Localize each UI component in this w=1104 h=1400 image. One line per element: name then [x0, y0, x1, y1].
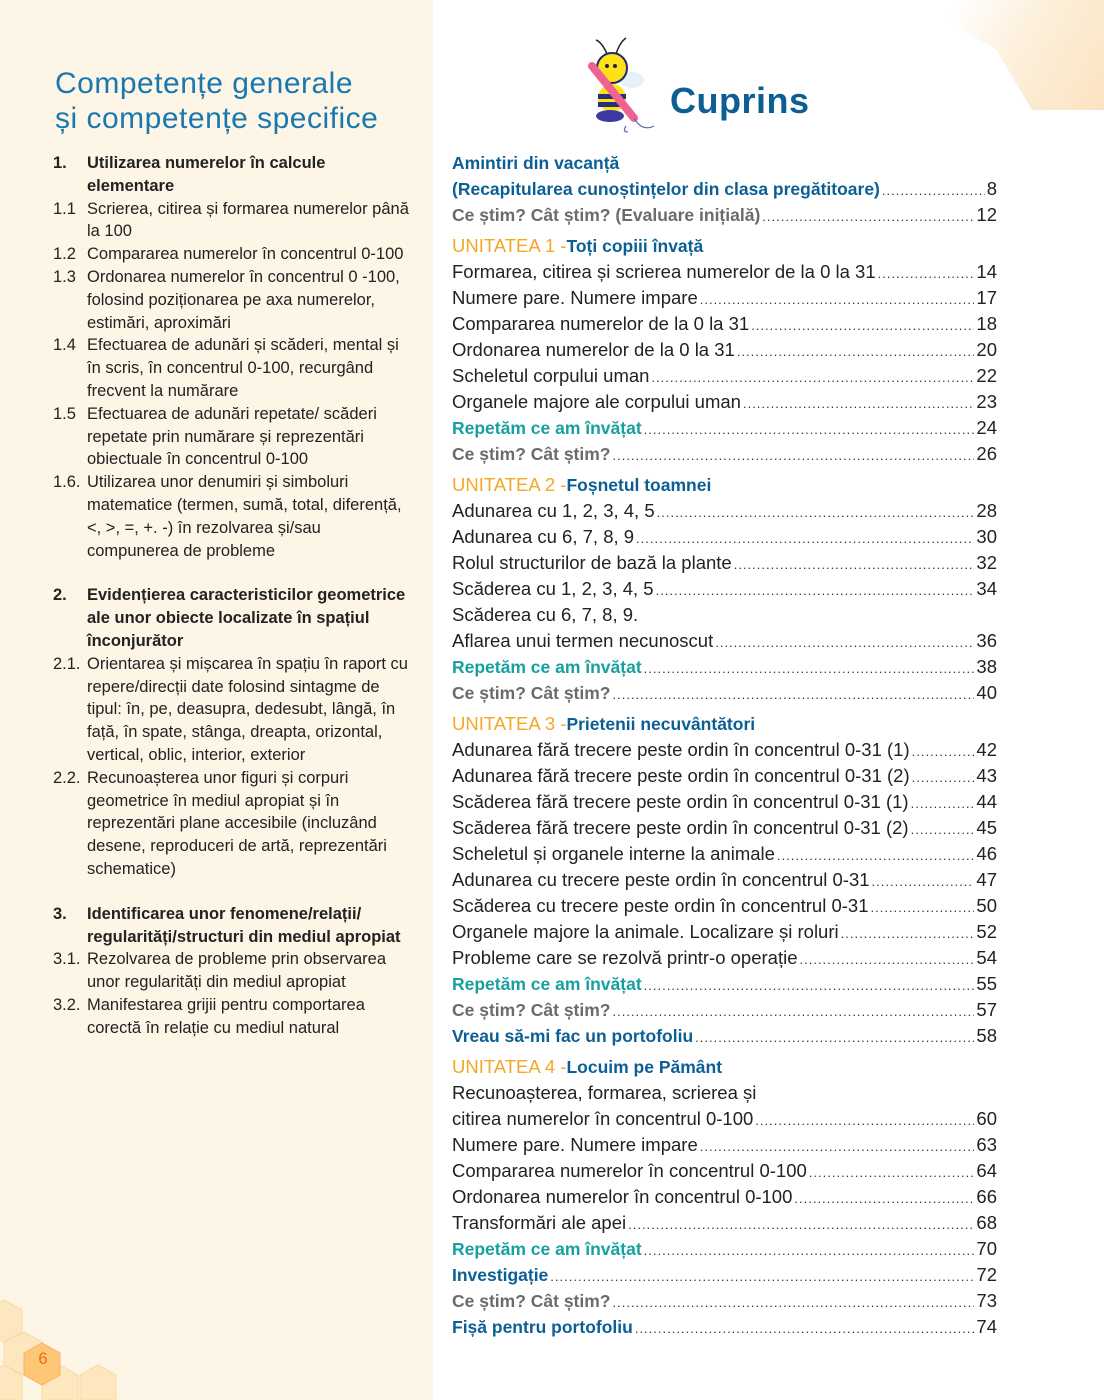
page-number: 6 — [38, 1349, 48, 1368]
toc-entry[interactable] — [452, 176, 997, 202]
toc-entry[interactable] — [452, 815, 997, 841]
toc-entry[interactable] — [452, 680, 997, 706]
toc-page-number: 18 — [976, 313, 997, 334]
toc-entry[interactable] — [452, 867, 997, 893]
toc-page-number: 66 — [976, 1186, 997, 1207]
dot-leader — [613, 1290, 975, 1316]
toc-entry[interactable] — [452, 202, 997, 228]
dot-leader — [841, 921, 975, 947]
honeycomb-decoration-top — [864, 0, 1104, 110]
toc-entry[interactable] — [452, 524, 997, 550]
honeycomb-decoration — [0, 1270, 118, 1400]
toc-entry[interactable] — [452, 893, 997, 919]
toc-entry[interactable] — [452, 1106, 997, 1132]
toc-entry-title: Adunarea cu 1, 2, 3, 4, 5 — [452, 500, 655, 521]
toc-page-number: 45 — [976, 817, 997, 838]
toc-entry-title: Ordonarea numerelor de la 0 la 31 — [452, 339, 735, 360]
toc-entry[interactable] — [452, 311, 997, 337]
toc-entry-title: Scăderea fără trecere peste ordin în concentrul 0-31 (2) — [452, 817, 909, 838]
toc-entry-title: Scheletul și organele interne la animale — [452, 843, 775, 864]
dot-leader — [613, 443, 975, 469]
dot-leader — [809, 1160, 975, 1186]
toc-entry-title: (Recapitularea cunoștințelor din clasa pregătitoare) — [452, 179, 880, 199]
toc-entry-title: Aflarea unui termen necunoscut — [452, 630, 714, 651]
toc-entry-title: Scăderea cu 6, 7, 8, 9. — [452, 604, 639, 625]
dot-leader — [912, 739, 975, 765]
toc-page-number: 43 — [976, 765, 997, 786]
dot-leader — [644, 417, 975, 443]
toc-page-number: 26 — [976, 443, 997, 464]
competence-text: Recunoașterea unor figuri și corpuri geometrice în mediul apropiat și în reprezentări plane accesibile (incluzând desene, reproduceri de artă, reprezentări schematice) — [87, 768, 387, 878]
toc-page-number: 32 — [976, 552, 997, 573]
toc-entry[interactable] — [452, 654, 997, 680]
toc-entry[interactable] — [452, 259, 997, 285]
competence-number: 2.2. — [53, 768, 81, 787]
toc-entry[interactable] — [452, 763, 997, 789]
toc-entry-title: Adunarea fără trecere peste ordin în concentrul 0-31 (2) — [452, 765, 910, 786]
toc-entry[interactable] — [452, 1210, 997, 1236]
toc-page-number: 23 — [976, 391, 997, 412]
competence-number: 1.3 — [53, 267, 76, 286]
toc-page-number: 17 — [976, 287, 997, 308]
toc-page-number: 24 — [976, 417, 997, 438]
toc-page-number: 57 — [976, 999, 997, 1020]
competence-group — [53, 152, 413, 198]
toc-page-number: 74 — [976, 1316, 997, 1337]
toc-entry[interactable] — [452, 1080, 997, 1106]
title-line: și competențe specifice — [55, 102, 379, 135]
competence-item — [53, 334, 413, 402]
dot-leader — [751, 313, 974, 339]
toc-page-number: 44 — [976, 791, 997, 812]
toc-entry[interactable] — [452, 997, 997, 1023]
toc-entry-title: Scăderea cu trecere peste ordin în concentrul 0-31 — [452, 895, 869, 916]
toc-entry[interactable] — [452, 1314, 997, 1340]
competence-item — [53, 948, 413, 994]
toc-entry-title: Transformări ale apei — [452, 1212, 627, 1233]
unit-label: UNITATEA 1 - — [452, 235, 567, 256]
toc-entry-title: Compararea numerelor în concentrul 0-100 — [452, 1160, 807, 1181]
competence-item — [53, 403, 413, 471]
toc-page-number: 70 — [976, 1238, 997, 1259]
dot-leader — [550, 1264, 974, 1290]
toc-page-number: 8 — [986, 178, 997, 199]
toc-page-number: 42 — [976, 739, 997, 760]
dot-leader — [644, 656, 975, 682]
competence-text: Manifestarea grijii pentru comportarea corectă în relație cu mediul natural — [87, 995, 365, 1037]
unit-name: Toți copiii învață — [566, 236, 704, 256]
toc-entry-title: Numere pare. Numere impare — [452, 1134, 698, 1155]
toc-page-number: 12 — [976, 204, 997, 225]
dot-leader — [644, 973, 975, 999]
toc-entry[interactable] — [452, 971, 997, 997]
toc-entry-title: Ce știm? Cât știm? — [452, 1000, 611, 1020]
competence-item — [53, 767, 413, 881]
competence-number: 1.6. — [53, 473, 81, 492]
toc-entry-title: Recunoașterea, formarea, scrierea și — [452, 1082, 757, 1103]
dot-leader — [644, 1238, 975, 1264]
toc-entry-title: Amintiri din vacanță — [452, 153, 620, 173]
dot-leader — [700, 1134, 975, 1160]
unit-name: Prietenii necuvântători — [566, 714, 756, 734]
competence-text: Scrierea, citirea și formarea numerelor până la 100 — [87, 199, 409, 241]
dot-leader — [911, 817, 975, 843]
dot-leader — [636, 526, 974, 552]
toc-entry-title: Ce știm? Cât știm? — [452, 1291, 611, 1311]
dot-leader — [734, 552, 975, 578]
toc-page-number: 34 — [976, 578, 997, 599]
toc-page-number: 55 — [976, 973, 997, 994]
competence-number: 3.2. — [53, 995, 81, 1014]
toc-entry-title: Adunarea cu trecere peste ordin în concentrul 0-31 — [452, 869, 870, 890]
unit-label: UNITATEA 3 - — [452, 713, 567, 734]
toc-entry[interactable] — [452, 285, 997, 311]
competence-text: Utilizarea unor denumiri și simboluri matematice (termen, sumă, total, diferență, <, >, =, +. -) în rezolvarea și/sau compunerea de probleme — [87, 473, 402, 560]
competence-text: Identificarea unor fenomene/relații/ regularități/structuri din mediul apropiat — [87, 904, 401, 946]
toc-entry-title: Organele majore la animale. Localizare și roluri — [452, 921, 839, 942]
toc-entry-title: Ce știm? Cât știm? (Evaluare inițială) — [452, 205, 761, 225]
toc-entry-title: Scăderea fără trecere peste ordin în concentrul 0-31 (1) — [452, 791, 909, 812]
competences-panel — [0, 0, 433, 1400]
toc-entry[interactable] — [452, 1023, 997, 1049]
toc-page-number: 20 — [976, 339, 997, 360]
dot-leader — [882, 178, 985, 204]
title-line: Competențe generale — [55, 67, 354, 100]
toc-page-number: 64 — [976, 1160, 997, 1181]
competences-list — [53, 152, 413, 1039]
dot-leader — [651, 365, 974, 391]
toc-entry[interactable] — [452, 945, 997, 971]
toc-page-number: 30 — [976, 526, 997, 547]
toc-entry-title: Scheletul corpului uman — [452, 365, 650, 386]
competence-item — [53, 653, 413, 767]
toc-page-number: 52 — [976, 921, 997, 942]
toc-entry[interactable] — [452, 1132, 997, 1158]
dot-leader — [657, 500, 975, 526]
dot-leader — [794, 1186, 974, 1212]
competence-text: Compararea numerelor în concentrul 0-100 — [87, 245, 404, 264]
toc-page-number: 72 — [976, 1264, 997, 1285]
toc-page-number: 28 — [976, 500, 997, 521]
competence-number: 1. — [53, 154, 67, 172]
competence-text: Ordonarea numerelor în concentrul 0 -100, folosind poziționarea pe axa numerelor, estimări, aproximări — [87, 267, 400, 332]
toc-page-number: 60 — [976, 1108, 997, 1129]
toc-entry-title: Repetăm ce am învățat — [452, 974, 642, 994]
competence-number: 1.1 — [53, 199, 76, 218]
competence-group — [53, 903, 413, 949]
toc-entry[interactable] — [452, 628, 997, 654]
dot-leader — [912, 765, 975, 791]
toc-page-number: 46 — [976, 843, 997, 864]
toc-entry[interactable] — [452, 389, 997, 415]
competence-group — [53, 584, 413, 652]
toc-page-number: 22 — [976, 365, 997, 386]
competence-text: Efectuarea de adunări și scăderi, mental și în scris, în concentrul 0-100, recurgând frecvent la numărare — [87, 336, 399, 400]
dot-leader — [871, 895, 975, 921]
competence-text: Efectuarea de adunări repetate/ scăderi repetate prin numărare și reprezentări obiectuale în concentrul 0-100 — [87, 404, 377, 469]
dot-leader — [755, 1108, 974, 1134]
competence-item — [53, 471, 413, 562]
dot-leader — [613, 999, 975, 1025]
toc-page-number: 54 — [976, 947, 997, 968]
toc-entry-title: Probleme care se rezolvă printr-o operație — [452, 947, 798, 968]
toc-page-number: 40 — [976, 682, 997, 703]
table-of-contents — [452, 150, 997, 1340]
dot-leader — [628, 1212, 974, 1238]
dot-leader — [762, 204, 974, 230]
dot-leader — [656, 578, 975, 604]
dot-leader — [777, 843, 975, 869]
spacer — [53, 562, 413, 584]
toc-entry[interactable] — [452, 1262, 997, 1288]
toc-entry-title: Numere pare. Numere impare — [452, 287, 698, 308]
toc-entry[interactable] — [452, 919, 997, 945]
competence-number: 3.1. — [53, 950, 81, 969]
toc-entry[interactable] — [452, 1158, 997, 1184]
competence-item — [53, 266, 413, 334]
toc-page-number: 36 — [976, 630, 997, 651]
toc-entry[interactable] — [452, 498, 997, 524]
competence-text: Rezolvarea de probleme prin observarea unor regularități din mediul apropiat — [87, 950, 386, 992]
toc-entry-title: Ce știm? Cât știm? — [452, 683, 611, 703]
toc-entry-title: Repetăm ce am învățat — [452, 657, 642, 677]
competence-number: 1.2 — [53, 245, 76, 264]
dot-leader — [613, 682, 975, 708]
toc-page-number: 63 — [976, 1134, 997, 1155]
toc-entry-title: Adunarea fără trecere peste ordin în concentrul 0-31 (1) — [452, 739, 910, 760]
toc-unit-heading[interactable] — [452, 1054, 997, 1080]
toc-entry[interactable] — [452, 150, 997, 176]
toc-entry[interactable] — [452, 1236, 997, 1262]
toc-page-number: 47 — [976, 869, 997, 890]
toc-entry[interactable] — [452, 550, 997, 576]
toc-entry[interactable] — [452, 1288, 997, 1314]
toc-entry-title: Investigație — [452, 1265, 549, 1285]
competences-title — [55, 66, 378, 136]
toc-entry-title: Compararea numerelor de la 0 la 31 — [452, 313, 750, 334]
toc-entry-title: Formarea, citirea și scrierea numerelor de la 0 la 31 — [452, 261, 876, 282]
toc-entry[interactable] — [452, 1184, 997, 1210]
spacer — [53, 881, 413, 903]
toc-unit-heading[interactable] — [452, 233, 997, 259]
toc-unit-heading[interactable] — [452, 711, 997, 737]
dot-leader — [715, 630, 974, 656]
unit-name: Foșnetul toamnei — [566, 475, 712, 495]
dot-leader — [800, 947, 975, 973]
toc-entry-title: Fișă pentru portofoliu — [452, 1317, 633, 1337]
toc-entry-title: Scăderea cu 1, 2, 3, 4, 5 — [452, 578, 654, 599]
competence-item — [53, 198, 413, 244]
toc-page-number: 38 — [976, 656, 997, 677]
toc-entry-title: Ordonarea numerelor în concentrul 0-100 — [452, 1186, 793, 1207]
competence-number: 1.4 — [53, 336, 76, 355]
bee-mascot-icon — [582, 36, 662, 134]
toc-entry[interactable] — [452, 789, 997, 815]
toc-page-number: 68 — [976, 1212, 997, 1233]
toc-entry[interactable] — [452, 737, 997, 763]
toc-entry[interactable] — [452, 441, 997, 467]
toc-entry-title: Ce știm? Cât știm? — [452, 444, 611, 464]
unit-label: UNITATEA 4 - — [452, 1056, 567, 1077]
dot-leader — [635, 1316, 975, 1342]
toc-entry[interactable] — [452, 337, 997, 363]
toc-entry-title: citirea numerelor în concentrul 0-100 — [452, 1108, 754, 1129]
competence-number: 2. — [53, 586, 67, 605]
toc-entry[interactable] — [452, 363, 997, 389]
dot-leader — [695, 1025, 974, 1051]
toc-entry[interactable] — [452, 841, 997, 867]
dot-leader — [878, 261, 975, 287]
toc-page-number: 58 — [976, 1025, 997, 1046]
toc-entry-title: Repetăm ce am învățat — [452, 1239, 642, 1259]
toc-entry[interactable] — [452, 602, 997, 628]
toc-entry-title: Adunarea cu 6, 7, 8, 9 — [452, 526, 635, 547]
competence-number: 3. — [53, 904, 67, 923]
dot-leader — [743, 391, 974, 417]
competence-number: 1.5 — [53, 404, 76, 423]
toc-page-number: 14 — [976, 261, 997, 282]
toc-entry[interactable] — [452, 415, 997, 441]
unit-name: Locuim pe Pământ — [566, 1057, 723, 1077]
toc-page-number: 73 — [976, 1290, 997, 1311]
toc-entry-title: Rolul structurilor de bază la plante — [452, 552, 732, 573]
toc-entry-title: Organele majore ale corpului uman — [452, 391, 741, 412]
competence-text: Orientarea și mișcarea în spațiu în raport cu repere/direcții date folosind sintagme de tipul: în, pe, deasupra, dedesubt, lângă, în față, în spate, stânga, dreapta, orizontal, vertical, oblic, interior, exterior — [87, 654, 408, 764]
dot-leader — [700, 287, 975, 313]
toc-title: Cuprins — [670, 80, 810, 121]
unit-label: UNITATEA 2 - — [452, 474, 567, 495]
toc-entry-title: Vreau să-mi fac un portofoliu — [452, 1026, 694, 1046]
toc-entry[interactable] — [452, 576, 997, 602]
dot-leader — [911, 791, 975, 817]
competence-item — [53, 994, 413, 1040]
competence-text: Utilizarea numerelor în calcule elementare — [87, 154, 326, 195]
competence-number: 2.1. — [53, 654, 81, 673]
toc-page-number: 50 — [976, 895, 997, 916]
toc-unit-heading[interactable] — [452, 472, 997, 498]
competence-text: Evidențierea caracteristicilor geometrice ale unor obiecte localizate în spațiul înconjurător — [87, 586, 406, 650]
dot-leader — [872, 869, 975, 895]
dot-leader — [737, 339, 975, 365]
toc-entry-title: Repetăm ce am învățat — [452, 418, 642, 438]
competence-item — [53, 243, 413, 266]
